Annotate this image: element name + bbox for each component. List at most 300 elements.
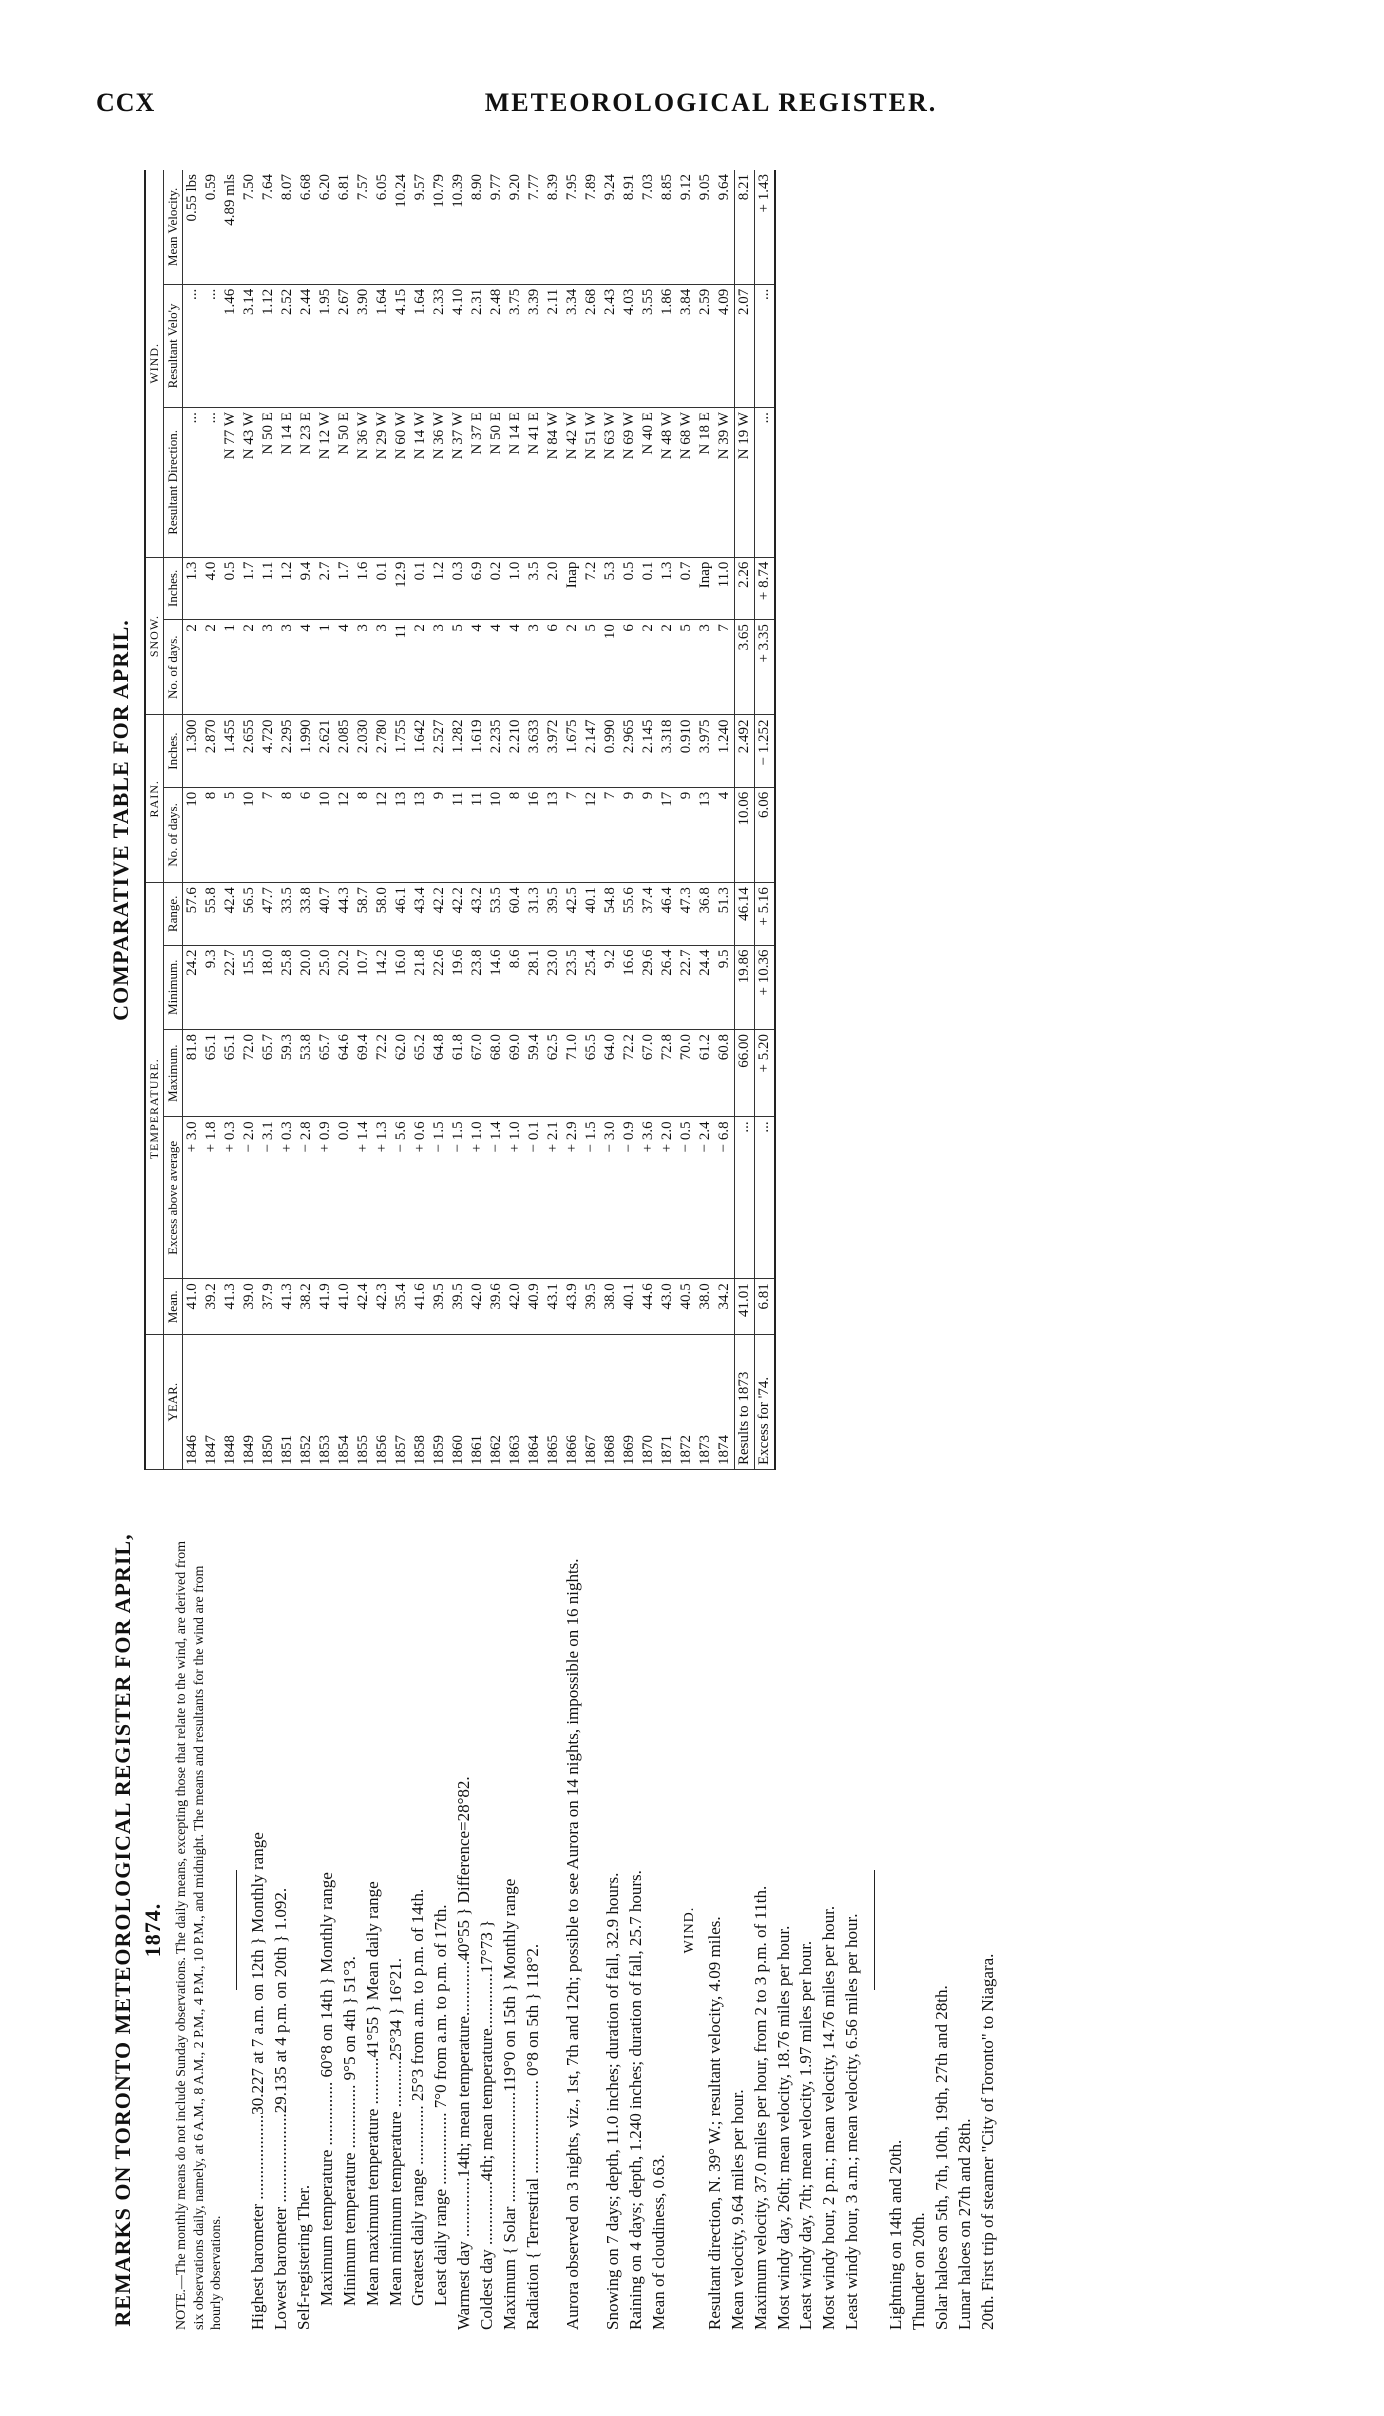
table-cell: 18.0	[259, 945, 278, 1030]
table-cell: 9	[639, 787, 658, 882]
table-cell: 23.0	[544, 945, 563, 1030]
table-cell: 1.3	[658, 557, 677, 619]
table-cell: 39.6	[487, 1279, 506, 1335]
table-cell: 14.2	[373, 945, 392, 1030]
separator	[236, 1870, 237, 1990]
table-cell: 1871	[658, 1335, 677, 1470]
table-cell: 1850	[259, 1335, 278, 1470]
table-cell: 2.07	[735, 284, 755, 407]
table-cell: N 36 W	[354, 408, 373, 558]
table-cell: 15.5	[240, 945, 259, 1030]
table-cell: 40.9	[525, 1279, 544, 1335]
table-cell: 13	[411, 787, 430, 882]
column-header: Inches.	[164, 715, 183, 787]
table-cell: 1.300	[183, 715, 203, 787]
table-cell: 16.0	[392, 945, 411, 1030]
table-row	[544, 170, 563, 1470]
table-row	[259, 170, 278, 1470]
table-row	[221, 170, 240, 1470]
table-cell: 4.89 mls	[221, 170, 240, 284]
table-cell: 6	[620, 620, 639, 715]
table-row	[335, 170, 354, 1470]
table-cell: 39.5	[582, 1279, 601, 1335]
table-cell: 2.492	[735, 715, 755, 787]
table-cell: 46.4	[658, 883, 677, 945]
table-cell: 54.8	[601, 883, 620, 945]
column-header-row	[164, 170, 183, 1470]
table-cell: 1.675	[563, 715, 582, 787]
table-row	[601, 170, 620, 1470]
barometer-low: Lowest barometer .....................29.135 at 4 p.m. on 20th } 1.092.	[270, 1887, 290, 2330]
event-line: Lunar haloes on 27th and 28th.	[955, 2118, 975, 2330]
table-cell: 2.295	[278, 715, 297, 787]
table-cell: 65.1	[202, 1030, 221, 1117]
table-cell: 55.6	[620, 883, 639, 945]
table-cell: 7	[715, 620, 735, 715]
table-row	[639, 170, 658, 1470]
column-header: Resultant Direction.	[164, 408, 183, 558]
table-cell: 8.85	[658, 170, 677, 284]
table-cell: 1.2	[278, 557, 297, 619]
table-cell: 8	[354, 787, 373, 882]
table-cell: 3.633	[525, 715, 544, 787]
table-cell: 65.2	[411, 1030, 430, 1117]
table-cell: 42.4	[221, 883, 240, 945]
table-cell: 5	[449, 620, 468, 715]
table-cell: N 41 E	[525, 408, 544, 558]
table-cell: 69.4	[354, 1030, 373, 1117]
thermometer-line: Minimum temperature ............... 9°5 on 4th } 51°3.	[339, 1956, 359, 2306]
table-cell: N 39 W	[715, 408, 735, 558]
table-cell: 0.3	[449, 557, 468, 619]
table-cell: 0.59	[202, 170, 221, 284]
table-cell: 2.52	[278, 284, 297, 407]
table-cell: 64.6	[335, 1030, 354, 1117]
table-cell: 9.64	[715, 170, 735, 284]
table-cell: 0.5	[221, 557, 240, 619]
table-cell: 9	[620, 787, 639, 882]
table-cell: 2.68	[582, 284, 601, 407]
table-cell: 40.7	[316, 883, 335, 945]
table-cell: 59.3	[278, 1030, 297, 1117]
thermometer-line: Greatest daily range .............. 25°3 from a.m. to p.m. of 14th.	[408, 1888, 428, 2306]
table-cell: 1863	[506, 1335, 525, 1470]
table-cell: N 14 W	[411, 408, 430, 558]
table-cell: − 0.9	[620, 1117, 639, 1279]
table-cell: 57.6	[183, 883, 203, 945]
table-cell: 1.64	[411, 284, 430, 407]
table-cell: 9.3	[202, 945, 221, 1030]
table-cell: 4	[487, 620, 506, 715]
table-row	[525, 170, 544, 1470]
table-cell: 1.2	[430, 557, 449, 619]
table-cell: 2.527	[430, 715, 449, 787]
table-cell: 37.9	[259, 1279, 278, 1335]
table-cell: 2.870	[202, 715, 221, 787]
thermometer-line: Least daily range ................. 7°0 from a.m. to p.m. of 17th.	[431, 1904, 451, 2306]
table-cell: N 42 W	[563, 408, 582, 558]
table-cell: 1870	[639, 1335, 658, 1470]
table-cell: 25.0	[316, 945, 335, 1030]
table-cell: − 2.8	[297, 1117, 316, 1279]
table-cell: 1.990	[297, 715, 316, 787]
table-cell: 9.20	[506, 170, 525, 284]
table-cell: 6.05	[373, 170, 392, 284]
table-cell: − 1.252	[755, 715, 776, 787]
table-cell: 8	[278, 787, 297, 882]
table-cell: 19.6	[449, 945, 468, 1030]
table-cell: 12	[373, 787, 392, 882]
table-row	[658, 170, 677, 1470]
column-header: Maximum.	[164, 1030, 183, 1117]
table-cell: 0.2	[487, 557, 506, 619]
table-cell: 1.240	[715, 715, 735, 787]
table-cell: 8.90	[468, 170, 487, 284]
table-cell: + 8.74	[755, 557, 776, 619]
table-cell: 1856	[373, 1335, 392, 1470]
table-cell: 1857	[392, 1335, 411, 1470]
table-cell: 8.21	[735, 170, 755, 284]
barometer-high: Highest barometer ....................30.227 at 7 a.m. on 12th } Monthly range	[247, 1832, 267, 2330]
table-cell: 39.5	[430, 1279, 449, 1335]
table-cell: 9.5	[715, 945, 735, 1030]
table-cell: 56.5	[240, 883, 259, 945]
radiation-terrestrial: Radiation { Terrestrial ...................... 0°8 on 5th } 118°2.	[523, 1943, 543, 2330]
table-cell: 3	[430, 620, 449, 715]
event-line: Solar haloes on 5th, 7th, 10th, 19th, 27th and 28th.	[932, 1985, 952, 2330]
table-cell: 42.3	[373, 1279, 392, 1335]
thermometer-line: Mean maximum temperature ...........41°55 } Mean daily range	[362, 1881, 382, 2306]
table-cell: + 3.35	[755, 620, 776, 715]
table-row	[183, 170, 203, 1470]
column-header: No. of days.	[164, 787, 183, 882]
table-cell: − 2.4	[696, 1117, 715, 1279]
table-cell: 39.5	[544, 883, 563, 945]
table-cell: + 1.4	[354, 1117, 373, 1279]
table-cell: 3.5	[525, 557, 544, 619]
table-cell: 2.030	[354, 715, 373, 787]
table-cell: 1853	[316, 1335, 335, 1470]
table-row	[354, 170, 373, 1470]
table-cell: 6	[544, 620, 563, 715]
column-header: Inches.	[164, 557, 183, 619]
table-cell: 40.1	[620, 1279, 639, 1335]
table-cell: 10	[240, 787, 259, 882]
table-cell: 9.24	[601, 170, 620, 284]
table-cell: 2	[563, 620, 582, 715]
table-body	[183, 170, 776, 1470]
table-cell: 62.5	[544, 1030, 563, 1117]
table-cell: 1.619	[468, 715, 487, 787]
table-cell: 10.06	[735, 787, 755, 882]
table-cell: 51.3	[715, 883, 735, 945]
table-cell: 0.1	[373, 557, 392, 619]
table-cell: 1874	[715, 1335, 735, 1470]
table-cell: 10	[183, 787, 203, 882]
page-header	[96, 88, 1326, 128]
table-cell: 13	[544, 787, 563, 882]
table-row	[278, 170, 297, 1470]
table-cell: 38.2	[297, 1279, 316, 1335]
table-row	[316, 170, 335, 1470]
table-cell: Results to 1873	[735, 1335, 755, 1470]
table-cell: + 3.6	[639, 1117, 658, 1279]
table-cell: 8.6	[506, 945, 525, 1030]
table-cell: 41.3	[278, 1279, 297, 1335]
table-cell: 69.0	[506, 1030, 525, 1117]
table-cell: + 10.36	[755, 945, 776, 1030]
remarks-note: NOTE.—The monthly means do not include Sunday observations. The daily means, excepting those that relate to the wind, are derived from six observations daily, namely, at 6 A.M., 8 A.M., 2 P.M., 4 P.M., 10 P.M., and midnight. The means and resultants for the wind are from hourly observations.	[174, 1541, 225, 2330]
table-cell: 10.79	[430, 170, 449, 284]
table-cell: 1860	[449, 1335, 468, 1470]
table-cell: 40.5	[677, 1279, 696, 1335]
table-cell: 3.975	[696, 715, 715, 787]
table-cell: 5	[582, 620, 601, 715]
table-cell: 1872	[677, 1335, 696, 1470]
table-cell: 61.8	[449, 1030, 468, 1117]
thermometer-label: Self-registering Ther.	[293, 2184, 313, 2330]
table-cell: N 14 E	[278, 408, 297, 558]
table-cell: 55.8	[202, 883, 221, 945]
table-cell: 72.2	[620, 1030, 639, 1117]
table-cell: ...	[202, 284, 221, 407]
table-cell: 1861	[468, 1335, 487, 1470]
table-cell: 43.1	[544, 1279, 563, 1335]
table-cell: 1867	[582, 1335, 601, 1470]
aurora-text: Aurora observed on 3 nights, viz., 1st, 7th and 12th; possible to see Aurora on 14 nights, impossible on 16 nights.	[563, 1558, 583, 2330]
table-cell: 3.90	[354, 284, 373, 407]
table-cell: 4.15	[392, 284, 411, 407]
table-cell: 3	[278, 620, 297, 715]
table-cell: 4.03	[620, 284, 639, 407]
folio: CCX	[96, 88, 156, 117]
table-row	[696, 170, 715, 1470]
table-cell: + 1.3	[373, 1117, 392, 1279]
table-cell: 42.2	[430, 883, 449, 945]
table-row	[373, 170, 392, 1470]
table-cell: 65.1	[221, 1030, 240, 1117]
table-cell: 2.147	[582, 715, 601, 787]
table-cell: 33.8	[297, 883, 316, 945]
comparative-table	[144, 170, 776, 1470]
table-cell: N 12 W	[316, 408, 335, 558]
table-cell: 3	[525, 620, 544, 715]
table-cell: 3.34	[563, 284, 582, 407]
table-cell: 0.55 lbs	[183, 170, 203, 284]
table-cell: 61.2	[696, 1030, 715, 1117]
table-cell: 8	[506, 787, 525, 882]
table-cell: 21.8	[411, 945, 430, 1030]
table-cell: 1868	[601, 1335, 620, 1470]
column-header: Resultant Velo'y	[164, 284, 183, 407]
table-cell: 2.26	[735, 557, 755, 619]
table-cell: Inap	[563, 557, 582, 619]
table-cell: 68.0	[487, 1030, 506, 1117]
table-cell: 70.0	[677, 1030, 696, 1117]
table-row	[715, 170, 735, 1470]
table-cell: 7.77	[525, 170, 544, 284]
table-cell: N 19 W	[735, 408, 755, 558]
table-cell: 0.990	[601, 715, 620, 787]
table-cell: + 5.20	[755, 1030, 776, 1117]
table-cell: 38.0	[696, 1279, 715, 1335]
table-row	[240, 170, 259, 1470]
table-cell: 58.0	[373, 883, 392, 945]
table-cell: + 0.3	[278, 1117, 297, 1279]
table-cell: 2.145	[639, 715, 658, 787]
column-header: Range.	[164, 883, 183, 945]
table-cell: N 51 W	[582, 408, 601, 558]
table-cell: 0.7	[677, 557, 696, 619]
table-cell: 2.965	[620, 715, 639, 787]
remarks-title: REMARKS ON TORONTO METEOROLOGICAL REGISTER FOR APRIL, 1874.	[110, 1533, 165, 2327]
table-cell: 1.86	[658, 284, 677, 407]
wind-line: Resultant direction, N. 39° W.; resultant velocity, 4.09 miles.	[704, 1916, 724, 2330]
table-cell: 64.0	[601, 1030, 620, 1117]
table-row	[449, 170, 468, 1470]
table-cell: 3	[354, 620, 373, 715]
table-cell: 1	[316, 620, 335, 715]
table-cell: 1873	[696, 1335, 715, 1470]
table-cell: 28.1	[525, 945, 544, 1030]
table-cell: − 3.0	[601, 1117, 620, 1279]
table-cell: 22.7	[677, 945, 696, 1030]
table-cell: 2.7	[316, 557, 335, 619]
table-cell: 7	[563, 787, 582, 882]
table-cell: 11	[392, 620, 411, 715]
table-cell: N 50 E	[259, 408, 278, 558]
table-cell: 8.07	[278, 170, 297, 284]
table-cell: N 14 E	[506, 408, 525, 558]
snowing-text: Snowing on 7 days; depth, 11.0 inches; duration of fall, 32.9 hours.	[603, 1872, 622, 2330]
table-cell: 39.5	[449, 1279, 468, 1335]
table-cell: 1849	[240, 1335, 259, 1470]
table-cell: 3	[696, 620, 715, 715]
table-cell: 1.755	[392, 715, 411, 787]
table-cell: 43.9	[563, 1279, 582, 1335]
table-cell: 1864	[525, 1335, 544, 1470]
table-cell: N 18 E	[696, 408, 715, 558]
table-cell: 10.7	[354, 945, 373, 1030]
table-cell: Excess for '74.	[755, 1335, 776, 1470]
table-cell: 2	[658, 620, 677, 715]
table-cell: 4	[468, 620, 487, 715]
table-cell: + 2.1	[544, 1117, 563, 1279]
table-cell: 14.6	[487, 945, 506, 1030]
table-cell: 22.7	[221, 945, 240, 1030]
table-cell: 2.621	[316, 715, 335, 787]
table-cell: 7.95	[563, 170, 582, 284]
table-cell: N 60 W	[392, 408, 411, 558]
table-cell: 7.50	[240, 170, 259, 284]
table-cell: Inap	[696, 557, 715, 619]
table-cell: + 2.0	[658, 1117, 677, 1279]
table-cell: 2.085	[335, 715, 354, 787]
event-line: Lightning on 14th and 20th.	[886, 2139, 906, 2330]
table-cell: + 5.16	[755, 883, 776, 945]
table-cell: 60.4	[506, 883, 525, 945]
table-cell: ...	[755, 1117, 776, 1279]
table-cell: 20.2	[335, 945, 354, 1030]
event-line: 20th. First trip of steamer "City of Toronto" to Niagara.	[978, 1953, 998, 2330]
raining-text: Raining on 4 days; depth, 1.240 inches; duration of fall, 25.7 hours.	[625, 1870, 645, 2330]
table-row	[430, 170, 449, 1470]
comparative-section	[108, 170, 1308, 1470]
table-cell: 3.972	[544, 715, 563, 787]
table-cell: 2.44	[297, 284, 316, 407]
table-cell: 1865	[544, 1335, 563, 1470]
table-cell: N 37 W	[449, 408, 468, 558]
table-cell: 4	[506, 620, 525, 715]
table-cell: 12	[582, 787, 601, 882]
table-cell: 1846	[183, 1335, 203, 1470]
table-cell: 65.7	[259, 1030, 278, 1117]
table-cell: 6	[297, 787, 316, 882]
table-cell: 43.2	[468, 883, 487, 945]
table-cell: 72.2	[373, 1030, 392, 1117]
table-cell: 0.0	[335, 1117, 354, 1279]
table-cell: 1.1	[259, 557, 278, 619]
table-cell: 44.6	[639, 1279, 658, 1335]
table-cell: 44.3	[335, 883, 354, 945]
column-header: Mean Velocity.	[164, 170, 183, 284]
table-cell: 4.09	[715, 284, 735, 407]
table-cell: 1858	[411, 1335, 430, 1470]
table-cell: 1	[221, 620, 240, 715]
table-cell: 25.4	[582, 945, 601, 1030]
table-row	[620, 170, 639, 1470]
table-row	[506, 170, 525, 1470]
table-cell: 47.7	[259, 883, 278, 945]
table-cell: − 2.0	[240, 1117, 259, 1279]
table-cell: 2	[411, 620, 430, 715]
table-cell: 11	[468, 787, 487, 882]
table-cell: 3.39	[525, 284, 544, 407]
thermometer-line: Mean minimum temperature ...........25°34 } 16°21.	[385, 1957, 405, 2306]
table-cell: 65.5	[582, 1030, 601, 1117]
table-cell: N 29 W	[373, 408, 392, 558]
table-cell: 24.2	[183, 945, 203, 1030]
coldest-day: Coldest day ...............4th; mean temperature.............17°73 }	[477, 1919, 497, 2330]
cloudiness-text: Mean of cloudiness, 0.63.	[648, 2154, 668, 2330]
column-header: No. of days.	[164, 620, 183, 715]
table-cell: − 1.5	[449, 1117, 468, 1279]
table-cell: 5	[221, 787, 240, 882]
table-cell: 4.10	[449, 284, 468, 407]
table-cell: 10	[316, 787, 335, 882]
table-cell: 7.03	[639, 170, 658, 284]
table-cell: N 77 W	[221, 408, 240, 558]
table-cell: 42.0	[468, 1279, 487, 1335]
table-cell: 1859	[430, 1335, 449, 1470]
table-cell: 46.1	[392, 883, 411, 945]
table-cell: 6.81	[755, 1279, 776, 1335]
group-snow: SNOW.	[145, 557, 164, 715]
table-cell: 1.6	[354, 557, 373, 619]
table-cell: 42.5	[563, 883, 582, 945]
table-cell: 3.84	[677, 284, 696, 407]
table-cell: + 1.8	[202, 1117, 221, 1279]
table-cell: 38.0	[601, 1279, 620, 1335]
table-cell: 0.5	[620, 557, 639, 619]
table-cell: 6.68	[297, 170, 316, 284]
wind-line: Most windy day, 26th; mean velocity, 18.76 miles per hour.	[773, 1925, 793, 2330]
table-cell: N 84 W	[544, 408, 563, 558]
table-cell: 4	[715, 787, 735, 882]
table-cell: N 36 W	[430, 408, 449, 558]
table-cell: 2.655	[240, 715, 259, 787]
table-cell: 10.24	[392, 170, 411, 284]
